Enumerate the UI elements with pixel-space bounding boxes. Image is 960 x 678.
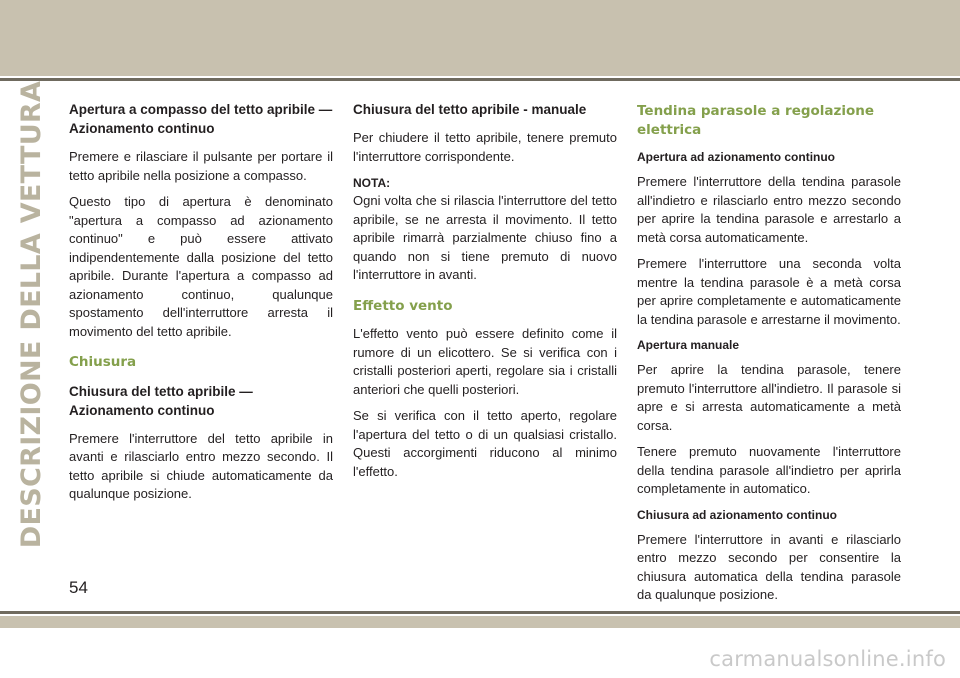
header-band xyxy=(0,0,960,76)
paragraph: Per chiudere il tetto apribile, tenere premuto l'interruttore corrispondente. xyxy=(353,130,617,164)
footer-rule xyxy=(0,611,960,614)
paragraph: Premere l'interruttore una seconda volta mentre la tendina parasole è a metà corsa per aprire completamente e automaticamente la tendina parasole e arrestarne il movimento. xyxy=(637,256,901,327)
heading-closing-continuous: Chiusura del tetto apribile — Azionamento continuo xyxy=(69,383,253,418)
paragraph: Tenere premuto nuovamente l'interruttore della tendina parasole all'indietro per aprirla completamente in automatico. xyxy=(637,444,901,496)
watermark: carmanualsonline.info xyxy=(709,647,946,671)
paragraph: Premere l'interruttore del tetto apribile in avanti e rilasciarlo entro mezzo secondo. Il tetto apribile si chiude automaticamente da qualunque posizione. xyxy=(69,430,333,501)
paragraph: Per aprire la tendina parasole, tenere premuto l'interruttore all'indietro. Il parasole si apre e si arresta automaticamente a metà corsa. xyxy=(637,362,901,433)
section-side-label-text: DESCRIZIONE DELLA VETTURA xyxy=(16,80,48,548)
paragraph: Premere e rilasciare il pulsante per portare il tetto apribile nella posizione a compasso. xyxy=(69,149,333,183)
note-text: Ogni volta che si rilascia l'interruttore del tetto apribile, se ne arresta il movimento. Il tetto apribile rimarrà parzialmente chiuso fino a quando non si tiene premuto di nuovo l'interruttore in avanti. xyxy=(353,193,617,282)
column-middle xyxy=(353,100,617,489)
paragraph: Premere l'interruttore in avanti e rilasciarlo entro mezzo secondo per consentire la chiusura automatica della tendina parasole da qualunque posizione. xyxy=(637,531,901,602)
footer-band xyxy=(0,616,960,628)
heading-compass-opening: Apertura a compasso del tetto apribile — Azionamento continuo xyxy=(69,102,333,136)
paragraph: Questo tipo di apertura è denominato "apertura a compasso ad azionamento continuo" e può essere attivato indipendentemente dalla posizione del tetto apribile. Durante l'apertura a compasso ad azionamento continuo, qualunque spostamento dell'interruttore arresta il movimento del tetto apribile. xyxy=(69,194,333,339)
column-left xyxy=(69,100,333,512)
note xyxy=(353,174,617,285)
heading-continuous-closing: Chiusura ad azionamento continuo xyxy=(637,507,838,522)
page-number: 54 xyxy=(69,578,88,597)
heading-sunshade: Tendina parasole a regolazione elettrica xyxy=(637,103,875,138)
paragraph: L'effetto vento può essere definito come il rumore di un elicottero. Se si verifica con i cristalli posteriori aperti, regolare sia i cristalli anteriori che quelli posteriori. xyxy=(353,326,617,397)
heading-wind-buffeting: Effetto vento xyxy=(353,297,453,314)
heading-manual-closing: Chiusura del tetto apribile - manuale xyxy=(353,102,587,117)
column-right xyxy=(637,100,901,613)
heading-manual-opening: Apertura manuale xyxy=(637,338,740,352)
heading-continuous-opening: Apertura ad azionamento continuo xyxy=(637,150,836,164)
heading-closing: Chiusura xyxy=(69,354,137,370)
header-rule xyxy=(0,78,960,81)
paragraph: Premere l'interruttore della tendina parasole all'indietro e rilasciarlo entro mezzo secondo per aprire la tendina parasole e arrestarlo a metà corsa automaticamente. xyxy=(637,174,901,245)
note-label: NOTA: xyxy=(353,176,391,190)
section-side-label xyxy=(16,80,48,548)
paragraph: Se si verifica con il tetto aperto, regolare l'apertura del tetto o di un qualsiasi cristallo. Questi accorgimenti riducono al minimo l'effetto. xyxy=(353,408,617,479)
